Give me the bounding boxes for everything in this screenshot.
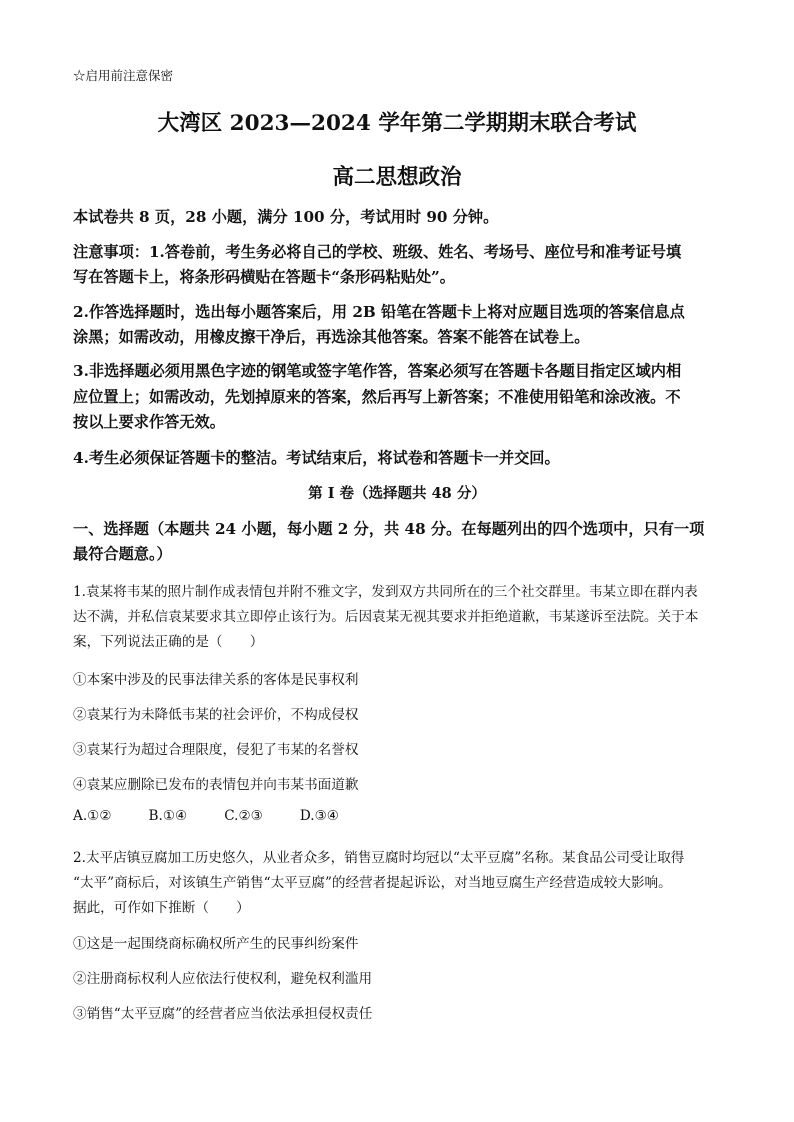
q1-statement-3: ③袁某行为超过合理限度，侵犯了韦某的名誉权 — [73, 742, 359, 758]
exam-title: 大湾区 2023—2024 学年第二学期期末联合考试 — [157, 111, 637, 136]
q1-options — [73, 808, 376, 824]
q2-stem-line-3: 据此，可作如下推断（ ） — [73, 900, 250, 916]
q1-statement-1: ①本案中涉及的民事法律关系的客体是民事权利 — [73, 672, 359, 688]
q1-option-c[interactable]: C.②③ — [224, 808, 263, 824]
q2-statement-1: ①这是一起围绕商标确权所产生的民事纠纷案件 — [73, 936, 359, 952]
q1-stem-line-2: 达不满，并私信袁某要求其立即停止该行为。后因袁某无视其要求并拒绝道歉，韦某遂诉至法院。关于本 — [73, 609, 699, 625]
q2-statement-2: ②注册商标权利人应依法行使权利，避免权利滥用 — [73, 971, 373, 987]
part-heading-line-1: 一、选择题（本题共 24 小题，每小题 2 分，共 48 分。在每题列出的四个选项中，只有一项 — [73, 520, 705, 538]
q1-option-b[interactable]: B.①④ — [148, 808, 188, 824]
notice-4: 4.考生必须保证答题卡的整洁。考试结束后，将试卷和答题卡一并交回。 — [73, 449, 560, 467]
q2-stem-line-1: 2.太平店镇豆腐加工历史悠久，从业者众多，销售豆腐时均冠以“太平豆腐”名称。某食品公司受让取得 — [73, 850, 685, 866]
q1-option-d[interactable]: D.③④ — [299, 808, 339, 824]
notice-1-line-1: 注意事项：1.答卷前，考生务必将自己的学校、班级、姓名、考场号、座位号和准考证号填 — [73, 243, 682, 261]
notice-1-line-2: 写在答题卡上，将条形码横贴在答题卡“条形码粘贴处”。 — [73, 268, 455, 286]
q1-stem-line-1: 1.袁某将韦某的照片制作成表情包并附不雅文字，发到双方共同所在的三个社交群里。韦某立即在群内表 — [73, 584, 698, 600]
q2-stem-line-2: “太平”商标后，对该镇生产销售“太平豆腐”的经营者提起诉讼，对当地豆腐生产经营造成较大影响。 — [73, 875, 672, 891]
notice-3-line-1: 3.非选择题必须用黑色字迹的钢笔或签字笔作答，答案必须写在答题卡各题目指定区域内相 — [73, 362, 682, 380]
q2-statement-3: ③销售“太平豆腐”的经营者应当依法承担侵权责任 — [73, 1006, 373, 1022]
section-title: 第 I 卷（选择题共 48 分） — [308, 485, 486, 502]
notice-2-line-1: 2.作答选择题时，选出每小题答案后，用 2B 铅笔在答题卡上将对应题目选项的答案信息点 — [73, 303, 685, 321]
subject-title: 高二思想政治 — [332, 165, 462, 190]
q1-statement-2: ②袁某行为未降低韦某的社会评价，不构成侵权 — [73, 707, 359, 723]
notice-3-line-2: 应位置上；如需改动，先划掉原来的答案，然后再写上新答案；不准使用铅笔和涂改液。不 — [73, 388, 681, 406]
q1-statement-4: ④袁某应删除已发布的表情包并向韦某书面道歉 — [73, 777, 359, 793]
part-heading-line-2: 最符合题意。） — [73, 545, 172, 563]
confidential-mark: ☆启用前注意保密 — [73, 68, 174, 83]
notice-2-line-2: 涂黑；如需改动，用橡皮擦干净后，再选涂其他答案。答案不能答在试卷上。 — [73, 328, 590, 346]
notice-3-line-3: 按以上要求作答无效。 — [73, 413, 225, 431]
exam-summary: 本试卷共 8 页，28 小题，满分 100 分，考试用时 90 分钟。 — [73, 208, 499, 226]
q1-stem-line-3: 案，下列说法正确的是（ ） — [73, 634, 264, 650]
q1-option-a[interactable]: A.①② — [73, 808, 112, 824]
